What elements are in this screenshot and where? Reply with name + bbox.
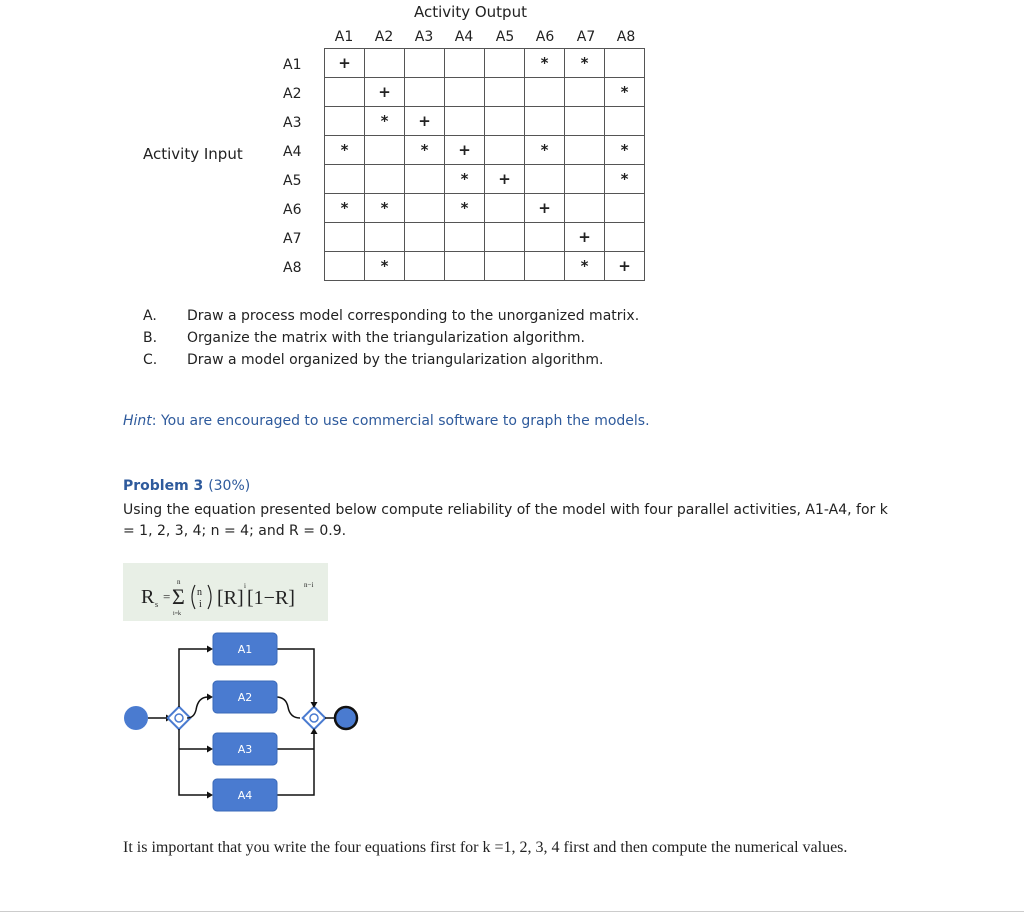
matrix-cell: [525, 252, 565, 281]
matrix-row: [325, 107, 645, 136]
row-header: A7: [283, 231, 302, 247]
formula-sub: s: [155, 600, 159, 609]
connector: [276, 649, 314, 703]
column-header: A1: [334, 29, 354, 45]
matrix-cell: [365, 223, 405, 252]
matrix-row: [325, 136, 645, 165]
problem-name: Problem 3: [123, 478, 204, 494]
row-header: A1: [283, 57, 302, 73]
matrix-cell: [445, 78, 485, 107]
matrix-row: [325, 223, 645, 252]
formula-sum-bottom: i=k: [173, 611, 182, 617]
row-header: A8: [283, 260, 302, 276]
arrow-head-icon: [207, 694, 213, 701]
page-divider: [0, 911, 1024, 912]
matrix-cell: [365, 136, 405, 165]
connector: [276, 697, 300, 718]
arrow-head-icon: [207, 746, 213, 753]
matrix-cell: +: [445, 136, 485, 165]
formula-sum-top: n: [177, 578, 181, 586]
matrix-cell: +: [365, 78, 405, 107]
matrix-cell: [405, 78, 445, 107]
matrix-cell: [445, 252, 485, 281]
matrix-cell: [405, 49, 445, 78]
problem-title: [123, 478, 250, 494]
activity-matrix: [324, 48, 645, 281]
matrix-cell: [565, 165, 605, 194]
matrix-cell: [525, 107, 565, 136]
matrix-cell: +: [405, 107, 445, 136]
question-letter: B.: [143, 330, 158, 346]
matrix-cell: *: [605, 136, 645, 165]
matrix-cell: [405, 223, 445, 252]
matrix-cell: [525, 78, 565, 107]
formula-sigma: Σ: [172, 584, 185, 609]
matrix-cell: *: [525, 136, 565, 165]
matrix-cell: [325, 165, 365, 194]
matrix-cell: +: [325, 49, 365, 78]
matrix-cell: [405, 165, 445, 194]
column-header: A2: [374, 29, 394, 45]
question-text: Organize the matrix with the triangularization algorithm.: [187, 330, 585, 346]
matrix-cell: [485, 223, 525, 252]
row-header: A3: [283, 115, 302, 131]
matrix-cell: [445, 107, 485, 136]
matrix-cell: [605, 223, 645, 252]
matrix-cell: [485, 194, 525, 223]
split-gateway-icon: [168, 707, 191, 730]
matrix-cell: [445, 49, 485, 78]
join-gateway-icon: [303, 707, 326, 730]
matrix-cell: [445, 223, 485, 252]
activity-label: A2: [237, 691, 253, 704]
matrix-cell: *: [445, 165, 485, 194]
arrow-head-icon: [311, 728, 318, 734]
matrix-row: [325, 165, 645, 194]
question-letter: C.: [143, 352, 158, 368]
binom-top: n: [197, 587, 202, 598]
matrix-cell: *: [325, 194, 365, 223]
column-header: A3: [414, 29, 434, 45]
matrix-cell: *: [445, 194, 485, 223]
question-letter: A.: [143, 308, 157, 324]
matrix-cell: [485, 107, 525, 136]
matrix-cell: [485, 78, 525, 107]
formula-exp1: i: [244, 582, 246, 590]
matrix-cell: *: [605, 165, 645, 194]
matrix-cell: [565, 78, 605, 107]
matrix-cell: [565, 194, 605, 223]
matrix-cell: [485, 49, 525, 78]
footer-instruction: It is important that you write the four equations first for k =1, 2, 3, 4 first and then compute the numerical values.: [123, 839, 848, 856]
matrix-cell: [605, 107, 645, 136]
matrix-cell: *: [365, 107, 405, 136]
arrow-head-icon: [207, 646, 213, 653]
column-header: A5: [495, 29, 515, 45]
matrix-cell: +: [485, 165, 525, 194]
matrix-cell: *: [325, 136, 365, 165]
matrix-row: [325, 194, 645, 223]
activity-label: A1: [237, 643, 253, 656]
row-header: A4: [283, 144, 302, 160]
matrix-cell: [325, 78, 365, 107]
question-text: Draw a process model corresponding to the unorganized matrix.: [187, 308, 640, 324]
column-header: A7: [576, 29, 596, 45]
formula-equals: =: [163, 589, 171, 604]
row-header: A2: [283, 86, 302, 102]
matrix-cell: *: [565, 49, 605, 78]
binom-left-paren: [192, 585, 195, 609]
matrix-cell: [565, 107, 605, 136]
problem-description: Using the equation presented below compute reliability of the model with four parallel activities, A1-A4, for k = 1, 2, 3, 4; n = 4; and R = 0.9.: [123, 502, 888, 539]
matrix-row: [325, 49, 645, 78]
matrix-cell: [405, 194, 445, 223]
formula-lhs: R: [141, 586, 155, 608]
matrix-cell: +: [565, 223, 605, 252]
formula-term2: [1−R]: [247, 587, 295, 609]
matrix-row: [325, 78, 645, 107]
matrix-title: Activity Output: [414, 3, 527, 21]
connector: [276, 733, 314, 795]
connector: [187, 697, 208, 718]
question-text: Draw a model organized by the triangularization algorithm.: [187, 352, 604, 368]
arrow-head-icon: [207, 792, 213, 799]
end-event-icon: [335, 707, 357, 729]
question-item: [143, 349, 639, 371]
activity-input-label: Activity Input: [143, 145, 243, 163]
row-header: A5: [283, 173, 302, 189]
column-header: A8: [616, 29, 636, 45]
matrix-cell: [365, 49, 405, 78]
matrix-cell: [485, 136, 525, 165]
matrix-cell: +: [525, 194, 565, 223]
matrix-cell: [325, 223, 365, 252]
parallel-process-diagram: [118, 625, 368, 820]
formula-term1: [R]: [217, 587, 244, 609]
column-header: A4: [454, 29, 474, 45]
matrix-cell: [325, 252, 365, 281]
row-header: A6: [283, 202, 302, 218]
question-item: [143, 327, 639, 349]
reliability-formula: [123, 563, 328, 621]
arrow-head-icon: [311, 702, 318, 708]
start-event-icon: [124, 706, 148, 730]
matrix-cell: *: [405, 136, 445, 165]
formula-box: [123, 563, 328, 621]
activity-label: A3: [237, 743, 253, 756]
matrix-cell: +: [605, 252, 645, 281]
problem-percent: (30%): [208, 478, 251, 494]
connector: [179, 729, 208, 795]
matrix-cell: *: [365, 252, 405, 281]
column-header: A6: [535, 29, 555, 45]
matrix-cell: *: [565, 252, 605, 281]
matrix-row: [325, 252, 645, 281]
matrix-cell: *: [525, 49, 565, 78]
matrix-cell: [525, 165, 565, 194]
matrix-cell: [325, 107, 365, 136]
matrix-cell: [565, 136, 605, 165]
binom-right-paren: [208, 585, 211, 609]
matrix-cell: *: [605, 78, 645, 107]
hint-label: Hint: [123, 413, 152, 429]
hint-text: [123, 413, 650, 429]
matrix-cell: [605, 194, 645, 223]
matrix-cell: [485, 252, 525, 281]
matrix-cell: [605, 49, 645, 78]
matrix-cell: [525, 223, 565, 252]
matrix-cell: [365, 165, 405, 194]
matrix-cell: [405, 252, 445, 281]
hint-body: : You are encouraged to use commercial software to graph the models.: [151, 413, 650, 429]
formula-exp2: n−i: [304, 581, 314, 589]
question-list: [143, 305, 639, 371]
matrix-cell: *: [365, 194, 405, 223]
activity-label: A4: [237, 789, 253, 802]
question-item: [143, 305, 639, 327]
binom-bottom: i: [199, 599, 202, 610]
